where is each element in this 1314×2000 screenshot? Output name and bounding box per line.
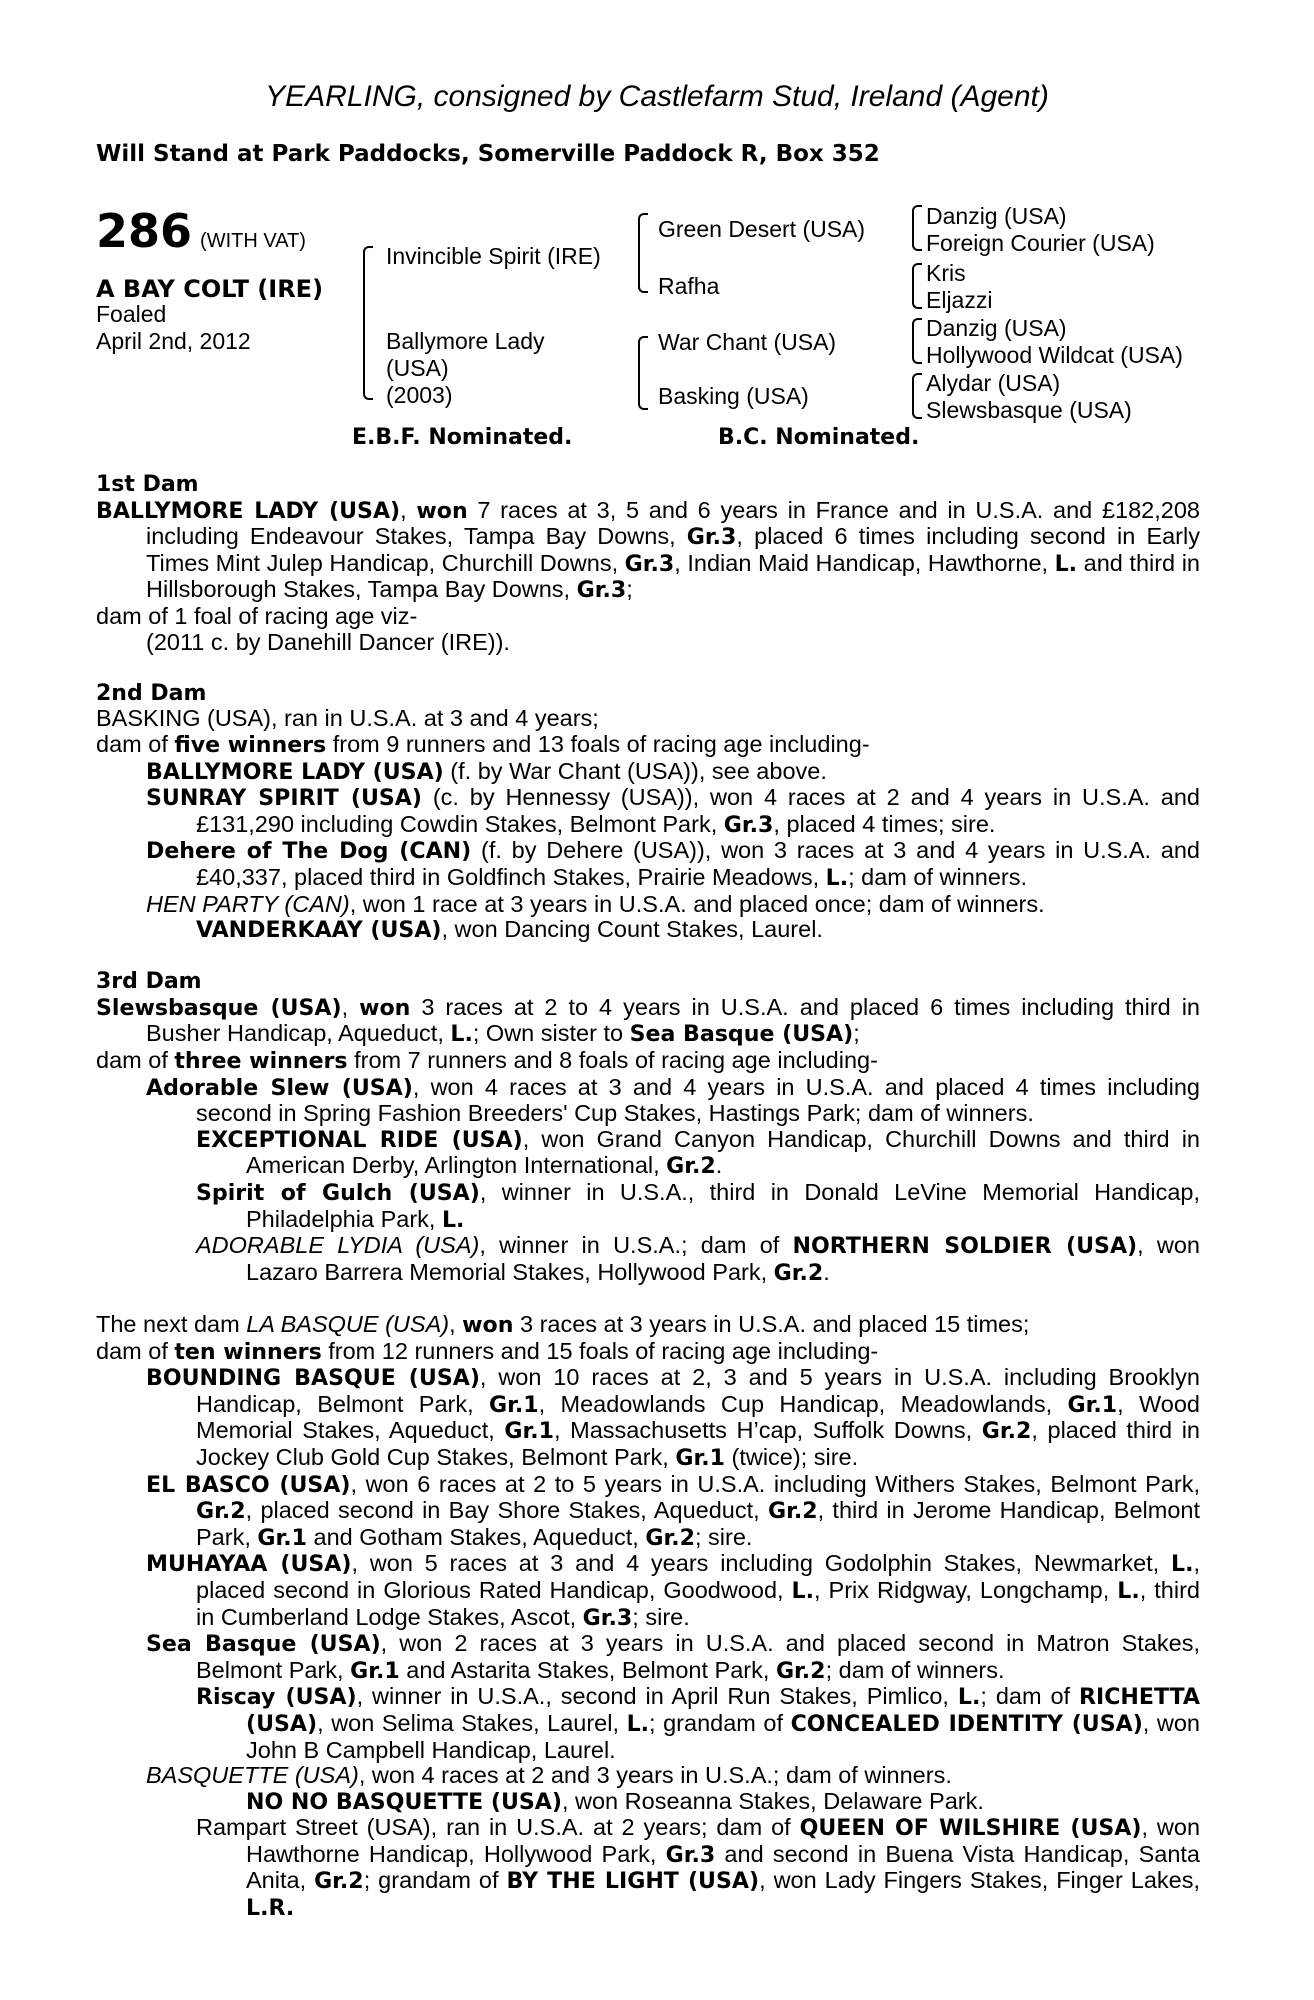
first-dam-entry: BALLYMORE LADY (USA), won 7 races at 3, 5 and 6 years in France and in U.S.A. and £182,208 including Endeavour Stakes, Tampa Bay Downs, Gr.3, placed 6 times including second in Early Times Mint Julep Handicap, Churchill Downs, Gr.3, Indian Maid Handicap, Hawthorne, L. and third in Hillsborough Stakes, Tampa Bay Downs, Gr.3; xyxy=(96,496,1200,604)
sale-header: YEARLING, consigned by Castlefarm Stud, Ireland (Agent) xyxy=(265,80,1049,113)
produce-item: BALLYMORE LADY (USA) (f. by War Chant (USA)), see above. xyxy=(146,757,827,785)
second-dam-entry: BASKING (USA), ran in U.S.A. at 3 and 4 years; xyxy=(96,705,599,732)
third-dam-produce: dam of three winners from 7 runners and 8 foals of racing age including- xyxy=(96,1047,878,1075)
produce-item: BOUNDING BASQUE (USA), won 10 races at 2, 3 and 5 years in U.S.A. including Brooklyn Handicap, Belmont Park, Gr.1, Meadowlands Cup Handicap, Meadowlands, Gr.1, Wood Memorial Stakes, Aqueduct, Gr.1, Massachusetts H’cap, Suffolk Downs, Gr.2, placed third in Jockey Club Gold Cup Stakes, Belmont Park, Gr.1 (twice); sire. xyxy=(146,1364,1201,1471)
produce-item: HEN PARTY (CAN), won 1 race at 3 years in U.S.A. and placed once; dam of winners. xyxy=(146,890,1045,917)
pedigree-bracket xyxy=(912,318,922,364)
produce-item: Rampart Street (USA), ran in U.S.A. at 2 years; dam of QUEEN OF WILSHIRE (USA), won Hawthorne Handicap, Hollywood Park, Gr.3 and second in Buena Vista Handicap, Santa Anita, Gr.2; grandam of BY THE LIGHT (USA), won Lady Fingers Stakes, Finger Lakes, L.R. xyxy=(196,1814,1201,1922)
pedigree-ggp: Danzig (USA) xyxy=(926,203,1067,229)
pedigree-bracket xyxy=(363,246,373,400)
produce-item: VANDERKAAY (USA), won Dancing Count Stakes, Laurel. xyxy=(196,916,823,944)
pedigree-dam-dam: Basking (USA) xyxy=(658,383,809,409)
pedigree-bracket xyxy=(912,205,922,251)
produce-item: BASQUETTE (USA), won 4 races at 2 and 3 years in U.S.A.; dam of winners. xyxy=(146,1762,952,1789)
produce-item: Riscay (USA), winner in U.S.A., second in April Run Stakes, Pimlico, L.; dam of RICHETTA (USA), won Selima Stakes, Laurel, L.; grandam of CONCEALED IDENTITY (USA), won John B Campbell Handicap, Laurel. xyxy=(196,1683,1200,1763)
stand-location: Will Stand at Park Paddocks, Somerville Paddock R, Box 352 xyxy=(96,141,880,167)
pedigree-sire-sire: Green Desert (USA) xyxy=(658,216,866,242)
pedigree-dam: Ballymore Lady (USA) (2003) xyxy=(386,328,545,408)
lot-number: 286 xyxy=(96,204,193,258)
next-dam-produce: dam of ten winners from 12 runners and 15 foals of racing age including- xyxy=(96,1337,879,1365)
produce-item: ADORABLE LYDIA (USA), winner in U.S.A.; dam of NORTHERN SOLDIER (USA), won Lazaro Barrera Memorial Stakes, Hollywood Park, Gr.2. xyxy=(196,1232,1200,1286)
first-dam-produce: dam of 1 foal of racing age viz- (2011 c. by Danehill Dancer (IRE)). xyxy=(96,602,510,655)
pedigree-ggp: Danzig (USA) xyxy=(926,315,1067,341)
produce-item: Adorable Slew (USA), won 4 races at 3 and 4 years in U.S.A. and placed 4 times including second in Spring Fashion Breeders' Cup Stakes, Hastings Park; dam of winners. xyxy=(146,1073,1201,1127)
lot-heading xyxy=(96,204,306,258)
pedigree-ggp: Foreign Courier (USA) xyxy=(926,230,1155,256)
pedigree-bracket xyxy=(638,213,648,293)
pedigree-bracket xyxy=(912,263,922,309)
first-dam-heading: 1st Dam xyxy=(96,472,199,497)
second-dam-produce: dam of five winners from 9 runners and 13 foals of racing age including- xyxy=(96,730,870,758)
pedigree-bracket xyxy=(912,373,922,419)
pedigree-ggp: Slewsbasque (USA) xyxy=(926,397,1132,423)
pedigree-ggp: Eljazzi xyxy=(926,287,993,313)
vat-label: (WITH VAT) xyxy=(200,230,306,252)
foaled-date: April 2nd, 2012 xyxy=(96,328,251,354)
next-dam-entry: The next dam LA BASQUE (USA), won 3 races at 3 years in U.S.A. and placed 15 times; xyxy=(96,1311,1030,1338)
pedigree-bracket xyxy=(638,336,648,410)
foaled-info xyxy=(96,301,251,355)
second-dam-heading: 2nd Dam xyxy=(96,680,207,706)
produce-item: EXCEPTIONAL RIDE (USA), won Grand Canyon Handicap, Churchill Downs and third in American Derby, Arlington International, Gr.2. xyxy=(196,1125,1200,1180)
pedigree-ggp: Kris xyxy=(926,260,966,286)
third-dam-heading: 3rd Dam xyxy=(96,969,202,995)
produce-item: EL BASCO (USA), won 6 races at 2 to 5 years in U.S.A. including Withers Stakes, Belmont Park, Gr.2, placed second in Bay Shore Stakes, Aqueduct, Gr.2, third in Jerome Handicap, Belmont Park, Gr.1 and Gotham Stakes, Aqueduct, Gr.2; sire. xyxy=(146,1470,1201,1551)
produce-item: NO NO BASQUETTE (USA), won Roseanna Stakes, Delaware Park. xyxy=(246,1787,984,1815)
produce-item: SUNRAY SPIRIT (USA) (c. by Hennessy (USA)), won 4 races at 2 and 4 years in U.S.A. and £131,290 including Cowdin Stakes, Belmont Park, Gr.3, placed 4 times; sire. xyxy=(146,784,1200,838)
produce-item: MUHAYAA (USA), won 5 races at 3 and 4 years including Godolphin Stakes, Newmarket, L., placed second in Glorious Rated Handicap, Goodwood, L., Prix Ridgway, Longchamp, L., third in Cumberland Lodge Stakes, Ascot, Gr.3; sire. xyxy=(146,1550,1200,1631)
produce-item: Dehere of The Dog (CAN) (f. by Dehere (USA)), won 3 races at 3 and 4 years in U.S.A. and £40,337, placed third in Goldfinch Stakes, Prairie Meadows, L.; dam of winners. xyxy=(146,837,1200,891)
produce-record xyxy=(96,472,1200,1922)
pedigree-sire-dam: Rafha xyxy=(658,273,720,299)
third-dam-entry: Slewsbasque (USA), won 3 races at 2 to 4 years in U.S.A. and placed 6 times including third in Busher Handicap, Aqueduct, L.; Own sister to Sea Basque (USA); xyxy=(96,993,1201,1048)
produce-item: Spirit of Gulch (USA), winner in U.S.A., third in Donald LeVine Memorial Handicap, Philadelphia Park, L. xyxy=(196,1179,1200,1233)
lot-name: A BAY COLT (IRE) xyxy=(96,275,324,303)
ebf-nominated: E.B.F. Nominated. xyxy=(352,425,573,450)
pedigree-dam-sire: War Chant (USA) xyxy=(658,329,837,355)
pedigree-ggp: Hollywood Wildcat (USA) xyxy=(926,342,1183,368)
produce-item: Sea Basque (USA), won 2 races at 3 years in U.S.A. and placed second in Matron Stakes, Belmont Park, Gr.1 and Astarita Stakes, Belmont Park, Gr.2; dam of winners. xyxy=(146,1630,1201,1684)
foaled-label: Foaled xyxy=(96,301,167,327)
bc-nominated: B.C. Nominated. xyxy=(718,425,920,450)
pedigree-sire: Invincible Spirit (IRE) xyxy=(386,243,601,269)
pedigree-ggp: Alydar (USA) xyxy=(926,370,1061,396)
